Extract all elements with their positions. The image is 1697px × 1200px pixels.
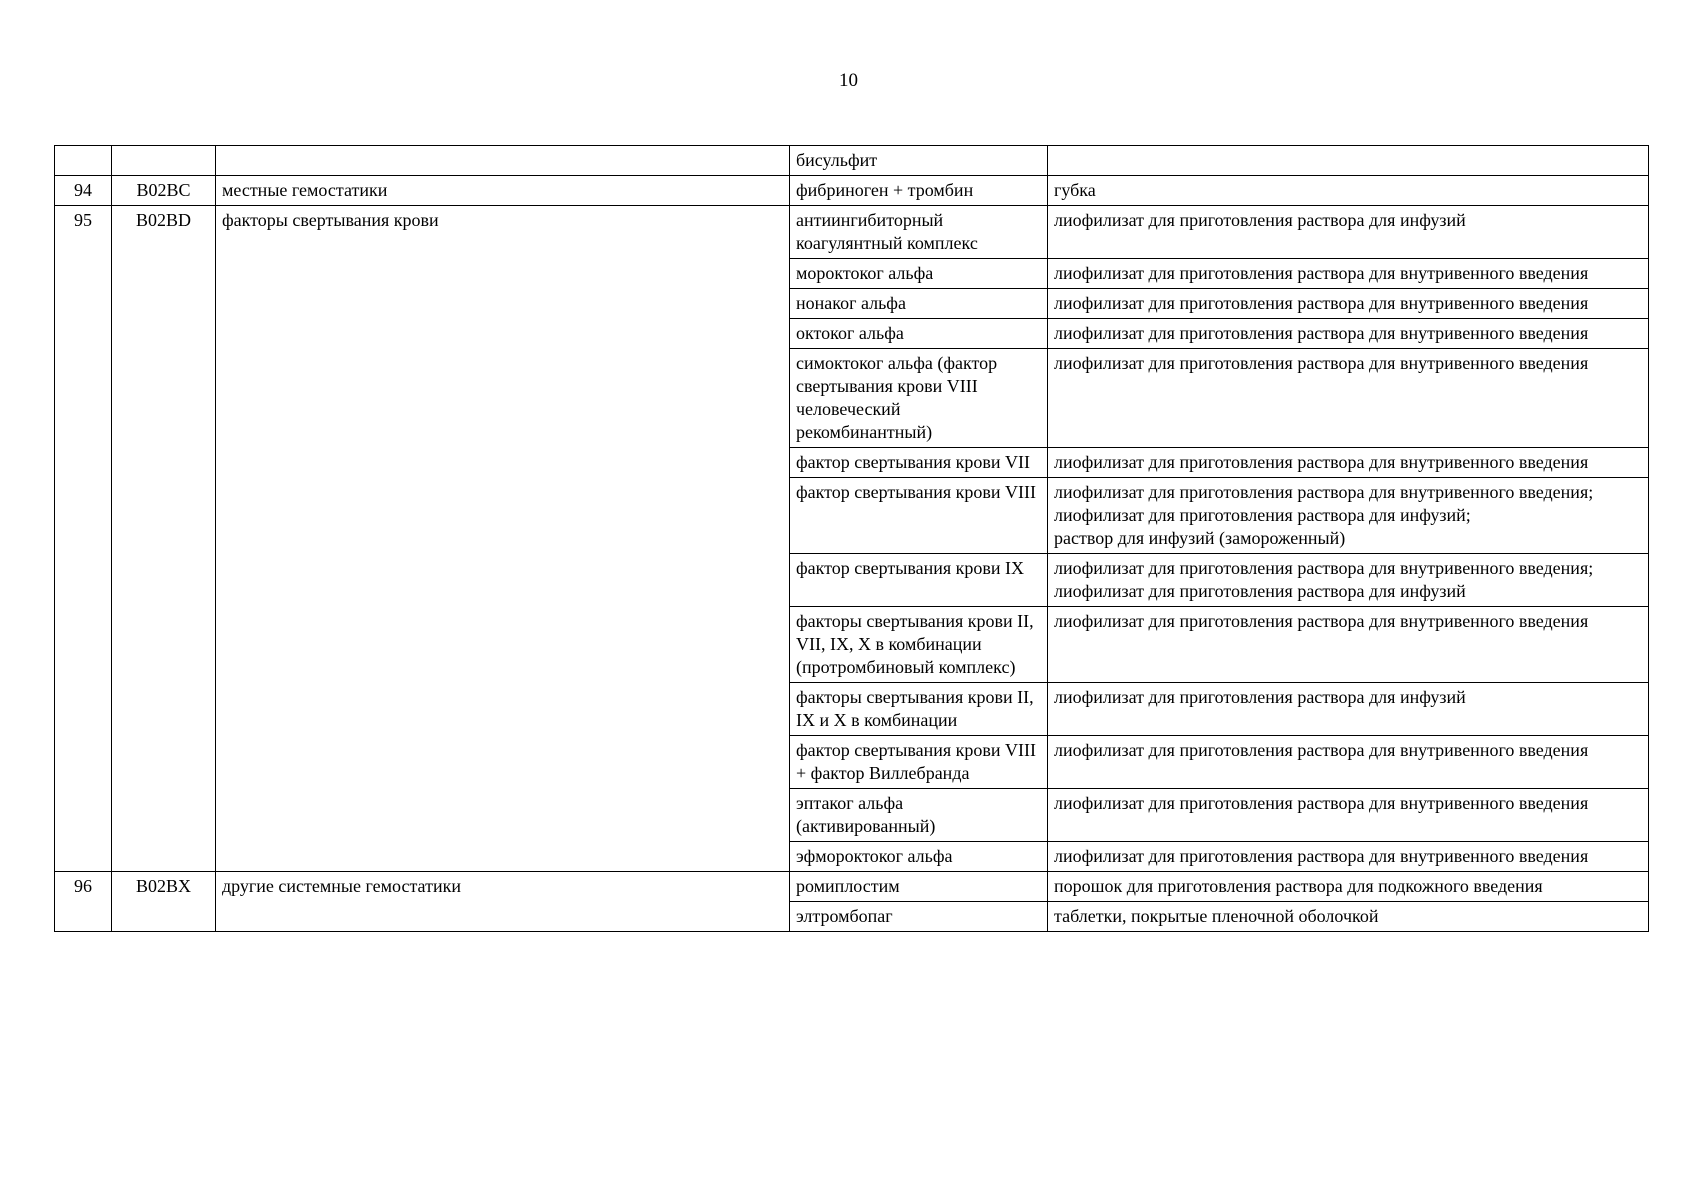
drug-name-cell: эфмороктоког альфа [790,842,1048,872]
row-number-cell: 94 [55,176,112,206]
dosage-form-line: лиофилизат для приготовления раствора для внутривенного введения [1054,846,1589,866]
drug-name-cell: нонаког альфа [790,289,1048,319]
table-body [55,146,1649,932]
dosage-form-line: лиофилизат для приготовления раствора для внутривенного введения [1054,793,1589,813]
dosage-form-cell [1048,448,1649,478]
group-name-cell: другие системные гемостатики [216,872,790,932]
row-number-cell: 95 [55,206,112,872]
dosage-form-cell [1048,349,1649,448]
dosage-form-line: лиофилизат для приготовления раствора для внутривенного введения [1054,263,1589,283]
dosage-form-line: лиофилизат для приготовления раствора для внутривенного введения [1054,353,1589,373]
dosage-form-line: лиофилизат для приготовления раствора для инфузий [1054,687,1466,707]
table-row [55,146,1649,176]
dosage-form-cell [1048,206,1649,259]
table-row [55,176,1649,206]
drug-name-cell: ромиплостим [790,872,1048,902]
dosage-form-line: порошок для приготовления раствора для подкожного введения [1054,876,1543,896]
group-name-cell: местные гемостатики [216,176,790,206]
drug-name-cell: фибриноген + тромбин [790,176,1048,206]
dosage-form-cell [1048,789,1649,842]
dosage-form-line: лиофилизат для приготовления раствора для инфузий; [1054,505,1471,525]
dosage-form-cell [1048,683,1649,736]
group-name-cell: факторы свертывания крови [216,206,790,872]
atc-code-cell: B02BC [112,176,216,206]
dosage-form-line: лиофилизат для приготовления раствора для внутривенного введения [1054,323,1589,343]
drug-name-cell: эптаког альфа (активированный) [790,789,1048,842]
drug-name-cell: элтромбопаг [790,902,1048,932]
dosage-form-cell [1048,607,1649,683]
group-name-cell [216,146,790,176]
dosage-form-line: лиофилизат для приготовления раствора для внутривенного введения [1054,611,1589,631]
drug-table [54,145,1649,932]
dosage-form-cell [1048,842,1649,872]
drug-name-cell: октоког альфа [790,319,1048,349]
page-number: 10 [839,70,858,91]
dosage-form-cell [1048,259,1649,289]
dosage-form-cell [1048,902,1649,932]
dosage-form-line: лиофилизат для приготовления раствора для внутривенного введения; [1054,482,1594,502]
dosage-form-cell [1048,478,1649,554]
dosage-form-cell [1048,872,1649,902]
drug-name-cell: симоктоког альфа (фактор свертывания крови VIII человеческий рекомбинантный) [790,349,1048,448]
dosage-form-cell [1048,176,1649,206]
dosage-form-cell [1048,146,1649,176]
drug-name-cell: факторы свертывания крови II, VII, IX, X в комбинации (протромбиновый комплекс) [790,607,1048,683]
drug-name-cell: фактор свертывания крови VII [790,448,1048,478]
dosage-form-line: лиофилизат для приготовления раствора для внутривенного введения [1054,740,1589,760]
table-row [55,206,1649,259]
dosage-form-line: таблетки, покрытые пленочной оболочкой [1054,906,1379,926]
dosage-form-line: губка [1054,180,1096,200]
drug-name-cell: фактор свертывания крови VIII [790,478,1048,554]
atc-code-cell: B02BD [112,206,216,872]
drug-name-cell: бисульфит [790,146,1048,176]
atc-code-cell [112,146,216,176]
dosage-form-line: лиофилизат для приготовления раствора для внутривенного введения [1054,452,1589,472]
dosage-form-line: раствор для инфузий (замороженный) [1054,528,1346,548]
drug-name-cell: мороктоког альфа [790,259,1048,289]
dosage-form-line: лиофилизат для приготовления раствора для инфузий [1054,581,1466,601]
dosage-form-line: лиофилизат для приготовления раствора для внутривенного введения [1054,293,1589,313]
row-number-cell [55,146,112,176]
dosage-form-cell [1048,319,1649,349]
dosage-form-cell [1048,554,1649,607]
drug-name-cell: фактор свертывания крови VIII + фактор Виллебранда [790,736,1048,789]
dosage-form-line: лиофилизат для приготовления раствора для внутривенного введения; [1054,558,1594,578]
dosage-form-cell [1048,289,1649,319]
atc-code-cell: B02BX [112,872,216,932]
row-number-cell: 96 [55,872,112,932]
drug-name-cell: факторы свертывания крови II, IX и X в комбинации [790,683,1048,736]
dosage-form-line: лиофилизат для приготовления раствора для инфузий [1054,210,1466,230]
table-row [55,872,1649,902]
drug-name-cell: фактор свертывания крови IX [790,554,1048,607]
drug-name-cell: антиингибиторный коагулянтный комплекс [790,206,1048,259]
dosage-form-cell [1048,736,1649,789]
